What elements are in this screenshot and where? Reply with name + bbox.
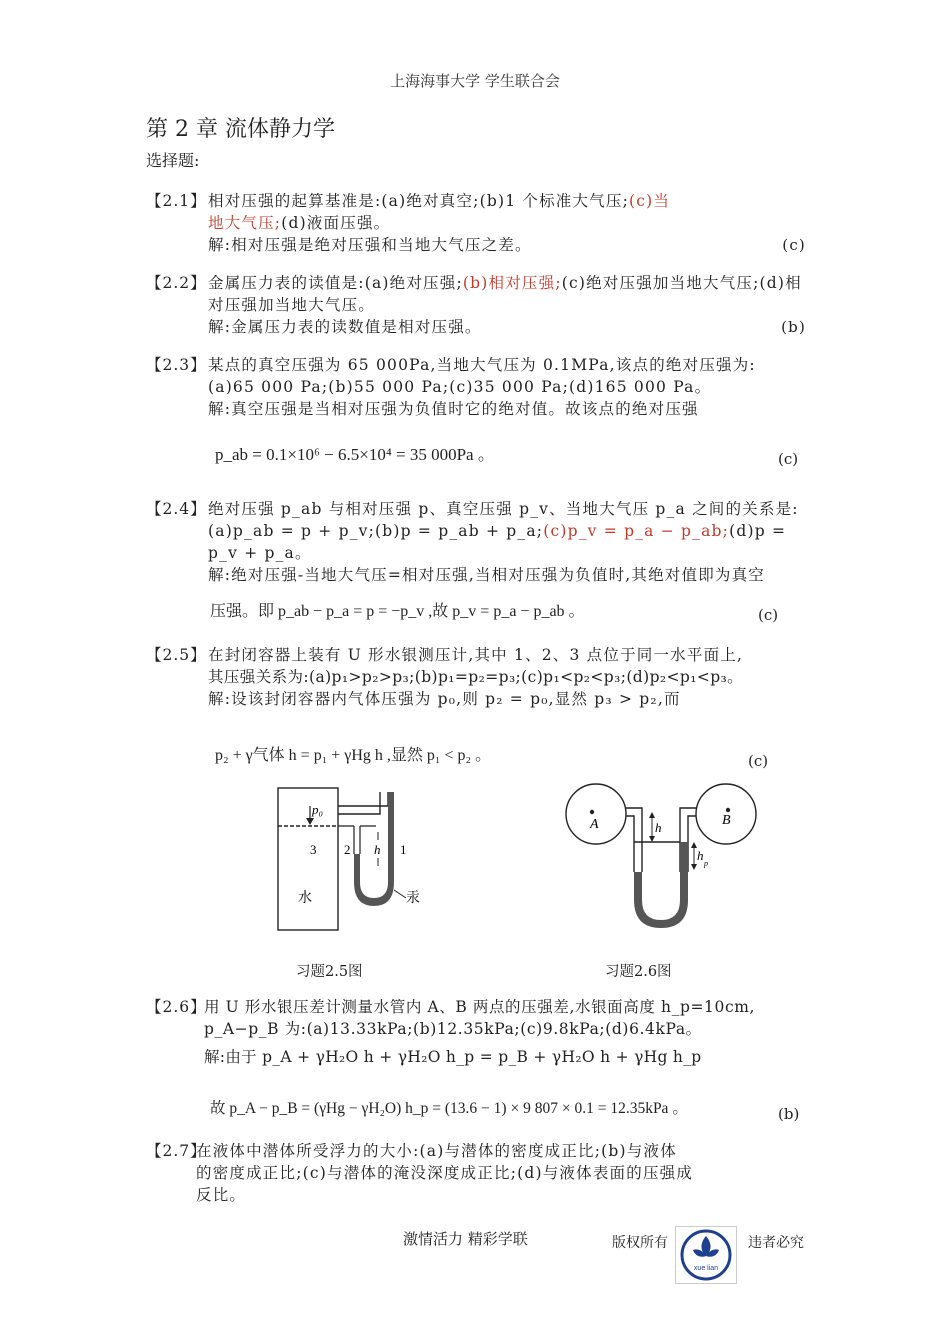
correct-option: (c)当	[629, 192, 671, 210]
question-text-cont: (d)液面压强。	[281, 214, 391, 232]
hp-label: h	[697, 848, 704, 863]
page-header: 上海海事大学 学生联合会	[390, 72, 560, 90]
water-label: 水	[298, 890, 312, 906]
student-union-logo	[675, 1226, 737, 1284]
point-a-label: A	[590, 817, 599, 832]
solution-text: 解:相对压强是绝对压强和当地大气压之差。	[208, 236, 532, 254]
logo-text: xue lian	[693, 1265, 719, 1272]
chapter-title: 第 2 章 流体静力学	[146, 117, 335, 142]
figure-2-5	[270, 784, 450, 934]
question-text-cont: (c)绝对压强加当地大气压;(d)相对压强加当地大气压。	[208, 274, 802, 314]
mercury-label: 汞	[406, 890, 420, 906]
question-line-1: 某点的真空压强为 65 000Pa,当地大气压为 0.1MPa,该点的绝对压强为:	[208, 356, 756, 374]
figure-2-6	[562, 782, 782, 934]
figure-2-6-caption: 习题2.6图	[605, 964, 672, 980]
answer-label-2-4: (c)	[758, 606, 779, 624]
question-number: 【2.2】	[146, 274, 207, 292]
question-line-2: p_A−p_B 为:(a)13.33kPa;(b)12.35kPa;(c)9.8kPa;(d)6.4kPa。	[204, 1020, 702, 1038]
question-text: 相对压强的起算基准是:(a)绝对真空;(b)1 个标准大气压;	[208, 192, 630, 210]
solution-text: 解:绝对压强-当地大气压=相对压强,当相对压强为负值时,其绝对值即为真空	[208, 566, 766, 584]
option-a: (a)p_ab = p + p_v;	[208, 522, 376, 540]
correct-option-cont: 地大气压;	[208, 214, 282, 232]
h-label: h	[374, 842, 381, 857]
option-d: (d)p = p_v + p_a。	[208, 522, 787, 562]
question-2-2	[146, 272, 806, 338]
question-line-1: 用 U 形水银压差计测量水管内 A、B 两点的压强差,水银面高度 h_p=10cm,	[204, 998, 756, 1016]
question-2-6	[146, 996, 806, 1068]
correct-option: (b)相对压强;	[462, 274, 562, 292]
answer-label-2-6: (b)	[778, 1105, 800, 1123]
p0-label: p₀	[312, 802, 324, 817]
container-tank	[278, 788, 338, 930]
question-number: 【2.5】	[146, 646, 207, 664]
question-number: 【2.6】	[146, 998, 207, 1016]
point-2-label: 2	[344, 842, 351, 857]
solution-text: 解:设该封闭容器内气体压强为 p₀,则 p₂ = p₀,显然 p₃ > p₂,而	[208, 690, 681, 708]
point-1-label: 1	[400, 842, 407, 857]
footer-copyright: 版权所有	[612, 1235, 668, 1251]
question-2-5	[146, 644, 806, 710]
figure-2-5-caption: 习题2.5图	[296, 964, 363, 980]
question-number: 【2.7】	[146, 1142, 207, 1160]
question-2-3	[146, 354, 806, 420]
question-line-1: 在封闭容器上装有 U 形水银测压计,其中 1、2、3 点位于同一水平面上,	[208, 646, 744, 664]
question-2-4	[146, 498, 806, 586]
answer-label: (b)	[781, 318, 806, 336]
formula-2-6: 故 p_A − p_B = (γHg − γH₂O) h_p = (13.6 − 1) × 9 807 × 0.1 = 12.35kPa 。	[210, 1100, 688, 1117]
option-b: (b)p = p_ab + p_a;	[375, 522, 544, 540]
solution-text: 解:金属压力表的读数值是相对压强。	[208, 318, 482, 336]
solution-text: 解:真空压强是当相对压强为负值时它的绝对值。故该点的绝对压强	[208, 400, 699, 418]
answer-label-2-3: (c)	[778, 450, 799, 468]
footer-slogan: 激情活力 精彩学联	[403, 1230, 528, 1248]
point-b-label: B	[722, 813, 731, 828]
section-label: 选择题:	[146, 151, 200, 170]
question-2-1	[146, 190, 806, 256]
point-3-label: 3	[310, 842, 317, 857]
question-number: 【2.1】	[146, 192, 207, 210]
question-2-7	[146, 1140, 806, 1206]
question-line-2: 其压强关系为:(a)p₁>p₂>p₃;(b)p₁=p₂=p₃;(c)p₁<p₂<p₃;(d)p₂<p₁<p₃。	[208, 668, 744, 686]
correct-option: (c)p_v = p_a − p_ab;	[543, 522, 730, 540]
answer-label: (c)	[782, 236, 806, 254]
question-line-1: 绝对压强 p_ab 与相对压强 p、真空压强 p_v、当地大气压 p_a 之间的关系是:	[208, 500, 799, 518]
pipe-a-circle	[566, 784, 626, 844]
question-number: 【2.3】	[146, 356, 207, 374]
formula-2-5: p₂ + γ气体 h = p₁ + γHg h ,显然 p₁ < p₂ 。	[215, 747, 492, 764]
question-number: 【2.4】	[146, 500, 207, 518]
formula-2-3: p_ab = 0.1×10⁶ − 6.5×10⁴ = 35 000Pa 。	[215, 445, 495, 464]
answer-label-2-5: (c)	[748, 752, 769, 770]
question-line-1: 在液体中潜体所受浮力的大小:(a)与潜体的密度成正比;(b)与液体	[196, 1142, 677, 1160]
question-text: 金属压力表的读值是:(a)绝对压强;	[208, 274, 463, 292]
question-line-3: 反比。	[196, 1186, 247, 1204]
question-line-2: (a)65 000 Pa;(b)55 000 Pa;(c)35 000 Pa;(d)165 000 Pa。	[208, 378, 712, 396]
footer-warning: 违者必究	[748, 1235, 804, 1251]
formula-2-4: 压强。即 p_ab − p_a = p = −p_v ,故 p_v = p_a − p_ab 。	[210, 603, 585, 620]
solution-text: 解:由于 p_A + γH₂O h + γH₂O h_p = p_B + γH₂O h + γHg h_p	[204, 1048, 702, 1066]
question-line-2: 的密度成正比;(c)与潜体的淹没深度成正比;(d)与液体表面的压强成	[196, 1164, 694, 1182]
hp-subscript: p	[704, 859, 708, 868]
h-label: h	[655, 820, 662, 835]
